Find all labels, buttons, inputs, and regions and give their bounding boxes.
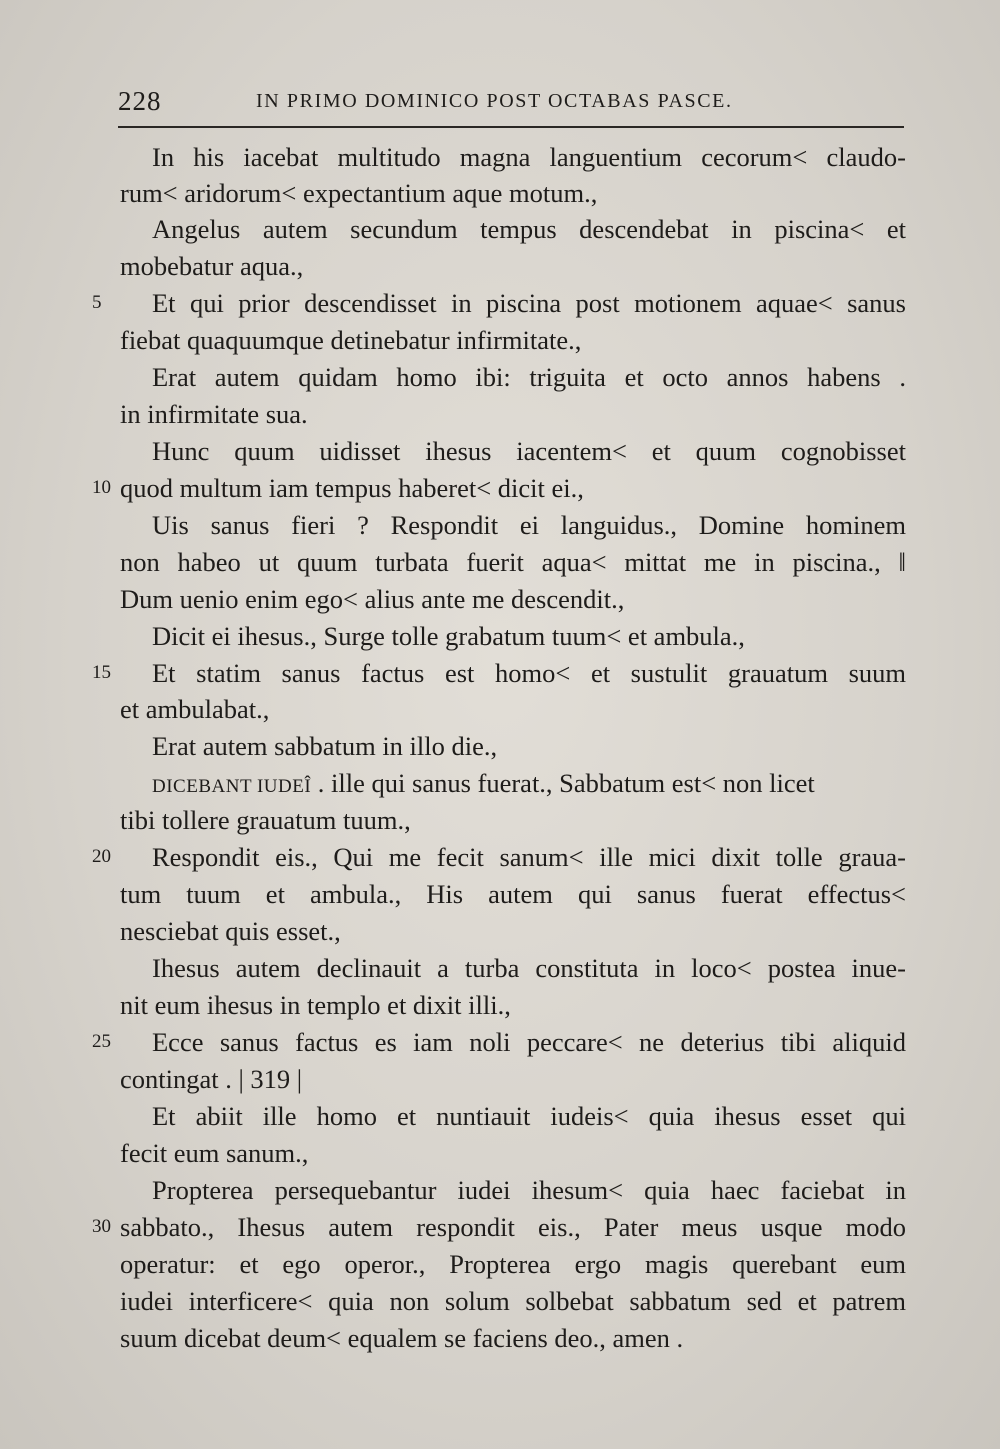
text-line: quod multum iam tempus haberet< dicit ei., [120, 473, 584, 503]
text-line: Uis sanus fieri ? Respondit ei languidus., Domine hominem [152, 510, 906, 540]
text-line: Et qui prior descendisset in piscina post motionem aquae< sanus [152, 288, 906, 318]
text-line: Dum uenio enim ego< alius ante me descendit., [120, 584, 625, 614]
line-number: 30 [92, 1216, 111, 1237]
text-line: Ihesus autem declinauit a turba constituta in loco< postea inue- [152, 953, 906, 983]
text-line: Propterea persequebantur iudei ihesum< quia haec faciebat in [152, 1175, 906, 1205]
text-line: sabbato., Ihesus autem respondit eis., Pater meus usque modo [120, 1212, 906, 1242]
line-number: 10 [92, 477, 111, 498]
text-line [120, 767, 906, 803]
text-line: fiebat quaquumque detinebatur infirmitate., [120, 325, 582, 355]
text-line: nesciebat quis esset., [120, 916, 341, 946]
text-line: operatur: et ego operor., Propterea ergo magis querebant eum [120, 1249, 906, 1279]
text-line: Et abiit ille homo et nuntiauit iudeis< quia ihesus esset qui [152, 1101, 906, 1131]
line-number: 20 [92, 846, 111, 867]
text-line: Respondit eis., Qui me fecit sanum< ille mici dixit tolle graua- [152, 842, 906, 872]
text-line: rum< aridorum< expectantium aque motum., [120, 178, 598, 208]
page-number: 228 [118, 86, 162, 116]
text-line: et ambulabat., [120, 694, 270, 724]
text-line: contingat . | 319 | [120, 1064, 303, 1094]
line-number: 5 [92, 292, 102, 313]
text-line: In his iacebat multitudo magna languentium cecorum< claudo- [152, 142, 906, 172]
text-line: Et statim sanus factus est homo< et sustulit grauatum suum [152, 658, 906, 688]
text-line: mobebatur aqua., [120, 251, 304, 281]
text-line: Hunc quum uidisset ihesus iacentem< et quum cognobisset [152, 436, 906, 466]
smallcaps-heading: DICEBANT IUDEÎ [152, 776, 312, 797]
line-number: 15 [92, 662, 111, 683]
text-line: nit eum ihesus in templo et dixit illi., [120, 990, 511, 1020]
line-number: 25 [92, 1031, 111, 1052]
text-line: tum tuum et ambula., His autem qui sanus fuerat effectus< [120, 879, 906, 909]
text-line: Dicit ei ihesus., Surge tolle grabatum tuum< et ambula., [152, 621, 745, 651]
text-line: in infirmitate sua. [120, 399, 308, 429]
text-line: Angelus autem secundum tempus descendebat in piscina< et [152, 214, 906, 244]
text-line: Ecce sanus factus es iam noli peccare< ne deterius tibi aliquid [152, 1027, 906, 1057]
running-title: IN PRIMO DOMINICO POST OCTABAS PASCE. [256, 90, 733, 112]
text-line: Erat autem quidam homo ibi: triguita et octo annos habens . [152, 362, 906, 392]
text-line: tibi tollere grauatum tuum., [120, 805, 411, 835]
text-line: suum dicebat deum< equalem se faciens deo., amen . [120, 1323, 684, 1353]
text-line-rest: . ille qui sanus fuerat., Sabbatum est< non licet [317, 768, 815, 798]
text-line: fecit eum sanum., [120, 1138, 309, 1168]
text-line: Erat autem sabbatum in illo die., [152, 731, 498, 761]
text-line: non habeo ut quum turbata fuerit aqua< mittat me in piscina., ‖ [120, 547, 906, 577]
text-line: iudei interficere< quia non solum solbebat sabbatum sed et patrem [120, 1286, 906, 1316]
